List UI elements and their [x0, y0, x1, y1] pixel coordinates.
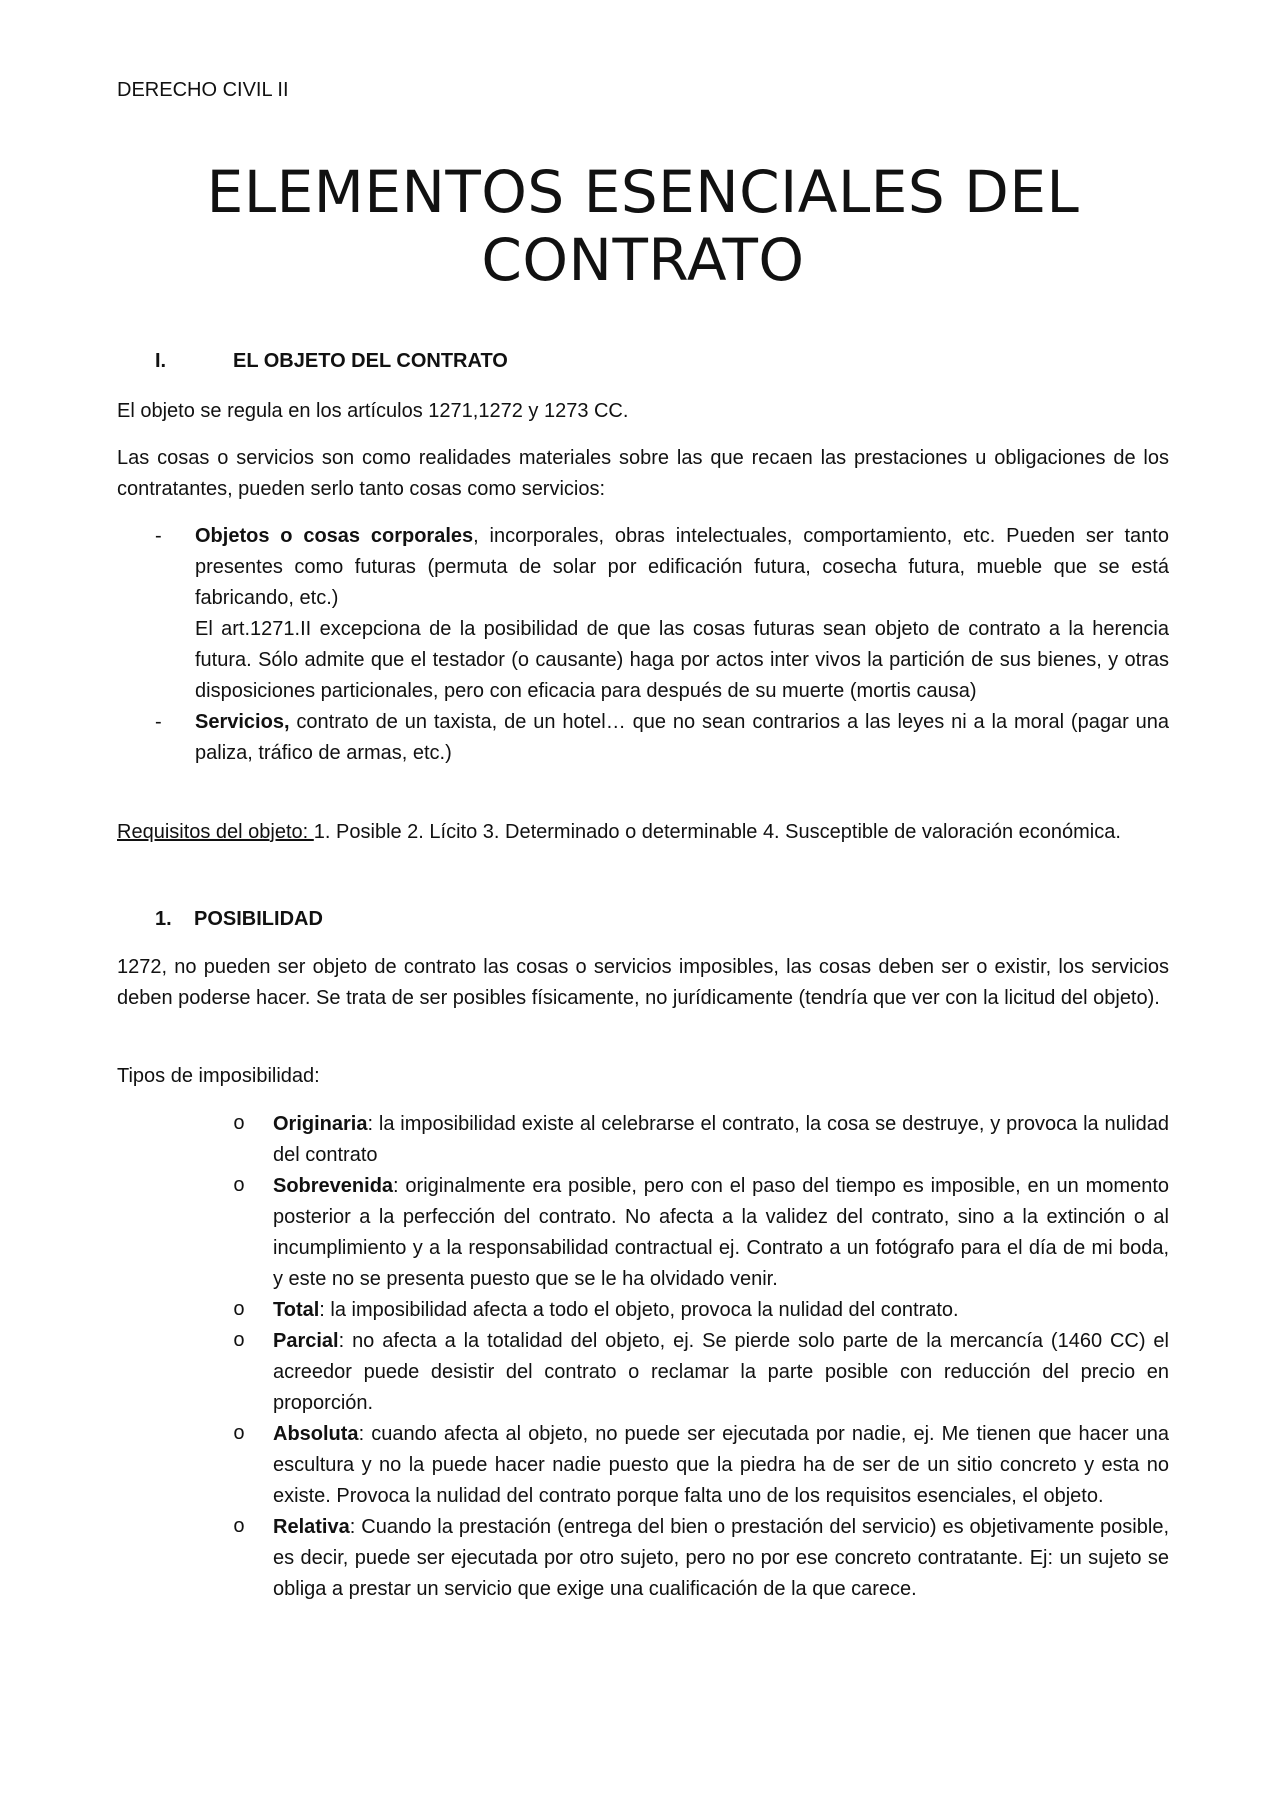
list-item-total	[233, 1295, 1169, 1326]
title-line-1: ELEMENTOS ESENCIALES DEL	[206, 158, 1080, 226]
course-header: DERECHO CIVIL II	[117, 79, 289, 101]
paragraph-1272: 1272, no pueden ser objeto de contrato las cosas o servicios imposibles, las cosas deben ser o existir, los servicios deben poderse hacer. Se trata de ser posibles físicamente, no jurídicamente (tendría que ver con la licitud del objeto).	[117, 956, 1169, 1009]
list-dash-marker: -	[155, 711, 162, 733]
list-bullet-marker: o	[233, 1330, 246, 1353]
list-item-originaria	[233, 1109, 1169, 1171]
list-dash-marker: -	[155, 525, 162, 547]
term-servicios: Servicios,	[195, 711, 290, 733]
requisitos-label: Requisitos del objeto:	[117, 821, 314, 843]
list-bullet-marker: o	[233, 1175, 246, 1198]
item-text: : Cuando la prestación (entrega del bien o prestación del servicio) es objetivamente posible, es decir, puede ser ejecutada por otro sujeto, pero no por ese concreto contratante. Ej: un sujeto se obliga a prestar un servicio que exige una cualificación de la que carece.	[273, 1516, 1169, 1600]
document-title	[117, 158, 1169, 294]
requisitos-text: 1. Posible 2. Lícito 3. Determinado o determinable 4. Susceptible de valoración económica.	[313, 821, 1121, 843]
term-originaria: Originaria	[273, 1113, 368, 1135]
item-text: : la imposibilidad existe al celebrarse el contrato, la cosa se destruye, y provoca la nulidad del contrato	[273, 1113, 1169, 1166]
item-text: : no afecta a la totalidad del objeto, ej. Se pierde solo parte de la mercancía (1460 CC) el acreedor puede desistir del contrato o reclamar la parte posible con reducción del precio en proporción.	[273, 1330, 1169, 1414]
imposibilidad-types-list	[233, 1109, 1169, 1605]
paragraph-cosas-servicios: Las cosas o servicios son como realidades materiales sobre las que recaen las prestaciones u obligaciones de los contratantes, pueden serlo tanto cosas como servicios:	[117, 447, 1169, 500]
list-item-servicios	[155, 707, 1169, 769]
term-objetos: Objetos o cosas corporales	[195, 525, 474, 547]
paragraph-regulacion: El objeto se regula en los artículos 1271,1272 y 1273 CC.	[117, 400, 629, 422]
title-line-2: CONTRATO	[481, 226, 805, 294]
list-item-absoluta	[233, 1419, 1169, 1512]
section-heading-objeto	[155, 347, 508, 375]
paragraph-tipos: Tipos de imposibilidad:	[117, 1065, 320, 1087]
list-bullet-marker: o	[233, 1423, 246, 1446]
term-parcial: Parcial	[273, 1330, 339, 1352]
list-item-parcial	[233, 1326, 1169, 1419]
item-extra-paragraph: El art.1271.II excepciona de la posibilidad de que las cosas futuras sean objeto de contrato a la herencia futura. Sólo admite que el testador (o causante) haga por actos inter vivos la partición de sus bienes, y otras disposiciones particionales, pero con eficacia para después de su muerte (mortis causa)	[195, 618, 1169, 702]
list-bullet-marker: o	[233, 1113, 246, 1136]
subsection-title: POSIBILIDAD	[194, 908, 323, 930]
term-relativa: Relativa	[273, 1516, 350, 1538]
list-bullet-marker: o	[233, 1299, 246, 1322]
list-item-sobrevenida	[233, 1171, 1169, 1295]
item-text: : cuando afecta al objeto, no puede ser ejecutada por nadie, ej. Me tienen que hacer una escultura y no la puede hacer nadie puesto que la piedra ha de ser de un sitio concreto y esta no existe. Provoca la nulidad del contrato porque falta uno de los requisitos esenciales, el objeto.	[273, 1423, 1169, 1507]
list-item-relativa	[233, 1512, 1169, 1605]
paragraph-requisitos	[117, 817, 1169, 848]
item-text: contrato de un taxista, de un hotel… que no sean contrarios a las leyes ni a la moral (pagar una paliza, tráfico de armas, etc.)	[195, 711, 1169, 764]
list-item-objetos	[155, 521, 1169, 707]
item-text: : originalmente era posible, pero con el paso del tiempo es imposible, en un momento posterior a la perfección del contrato. No afecta a la validez del contrato, sino a la extinción o al incumplimiento y a la responsabilidad contractual ej. Contrato a un fotógrafo para el día de mi boda, y este no se presenta puesto que se le ha olvidado venir.	[273, 1175, 1169, 1290]
item-text: , incorporales, obras intelectuales, comportamiento, etc. Pueden ser tanto presentes como futuras (permuta de solar por edificación futura, cosecha futura, mueble que se está fabricando, etc.)	[195, 525, 1169, 609]
objeto-types-list	[155, 521, 1169, 769]
section-title: EL OBJETO DEL CONTRATO	[233, 350, 508, 372]
term-absoluta: Absoluta	[273, 1423, 359, 1445]
list-bullet-marker: o	[233, 1516, 246, 1539]
subsection-heading-posibilidad	[155, 905, 323, 933]
term-total: Total	[273, 1299, 320, 1321]
subsection-number: 1.	[155, 908, 172, 930]
item-text: : la imposibilidad afecta a todo el objeto, provoca la nulidad del contrato.	[319, 1299, 959, 1321]
term-sobrevenida: Sobrevenida	[273, 1175, 394, 1197]
section-number: I.	[155, 350, 167, 372]
